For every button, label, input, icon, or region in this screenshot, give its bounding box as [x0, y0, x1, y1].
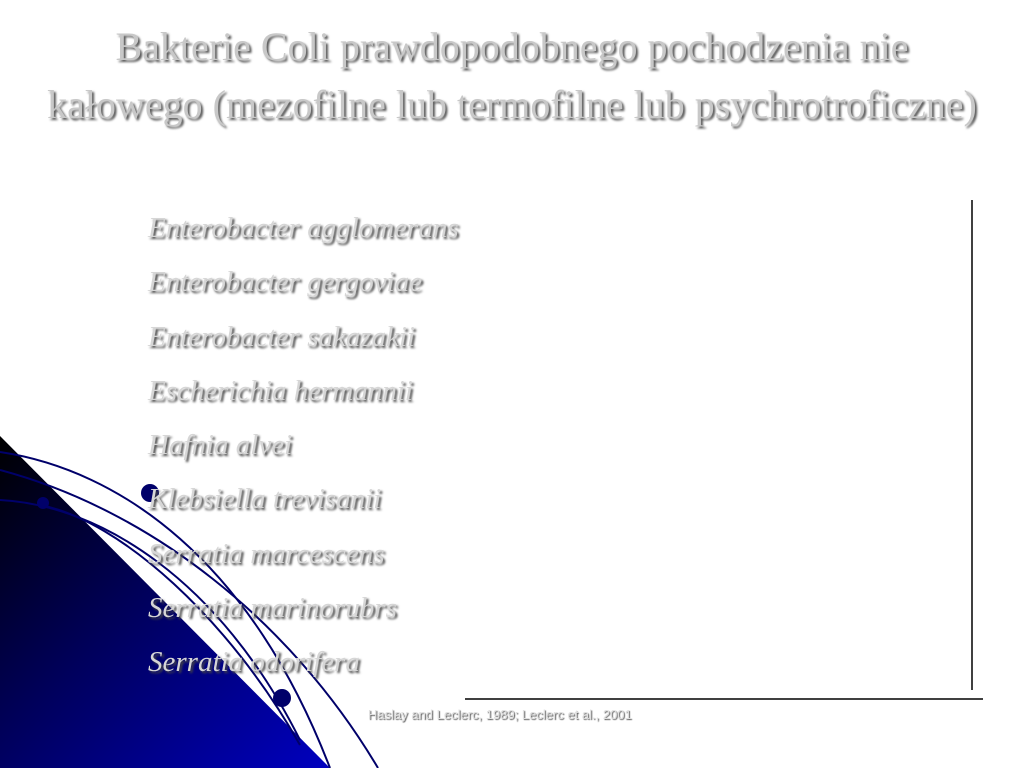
citation: Haslay and Leclerc, 1989; Leclerc et al., 2001	[368, 707, 632, 722]
list-item: Enterobacter agglomerans	[148, 212, 459, 244]
species-list	[148, 206, 459, 695]
list-item: Enterobacter gergoviae	[148, 266, 423, 299]
list-item: Klebsiella trevisanii	[148, 483, 382, 516]
list-item: Serratia marcescens	[148, 537, 385, 570]
list-item: Escherichia hermannii	[148, 374, 413, 407]
list-item: Enterobacter sakazakii	[148, 320, 416, 353]
slide-title: Bakterie Coli prawdopodobnego pochodzenia nie kałowego (mezofilne lub termofilne lub psychrotroficzne)	[47, 24, 977, 127]
list-item: Serratia odorifera	[148, 646, 360, 679]
dot-small	[37, 497, 49, 509]
list-item: Hafnia alvei	[148, 429, 293, 462]
list-item: Serratia marinorubrs	[148, 592, 397, 625]
